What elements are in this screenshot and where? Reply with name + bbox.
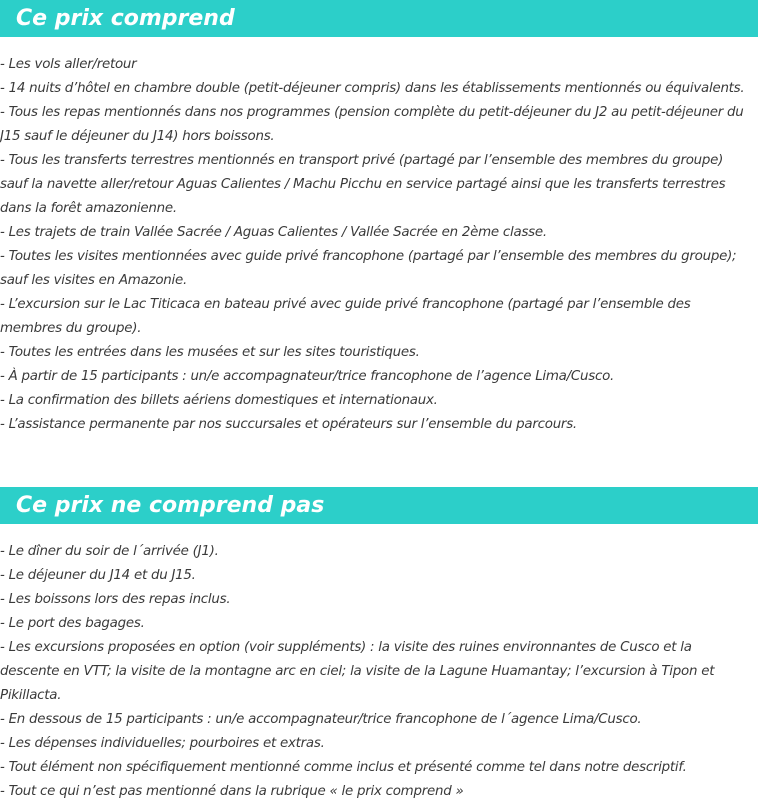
excluded-item-not-mentioned: - Tout ce qui n’est pas mentionné dans la rubrique « le prix comprend » <box>0 784 464 799</box>
excluded-item-drinks: - Les boissons lors des repas inclus. <box>0 592 231 607</box>
excluded-item-luggage: - Le port des bagages. <box>0 616 145 631</box>
included-item-guided-visits: - Toutes les visites mentionnées avec guide privé francophone (partagé par l’ensemble des membres du groupe); sauf les visites en Amazonie. <box>0 249 737 288</box>
included-item-flights: - Les vols aller/retour <box>0 57 137 72</box>
included-section-title: Ce prix comprend <box>0 0 758 37</box>
included-item-titicaca-excursion: - L’excursion sur le Lac Titicaca en bateau privé avec guide privé francophone (partagé par l’ensemble des membres du groupe). <box>0 297 691 336</box>
included-item-assistance: - L’assistance permanente par nos succursales et opérateurs sur l’ensemble du parcours. <box>0 417 577 432</box>
excluded-item-escort: - En dessous de 15 participants : un/e accompagnateur/trice francophone de l´agence Lima/Cusco. <box>0 712 642 727</box>
included-item-transfers: - Tous les transferts terrestres mentionnés en transport privé (partagé par l’ensemble des membres du groupe) sauf la navette aller/retour Aguas Calientes / Machu Picchu en service partagé ainsi que les transferts terrestres dans la forêt amazonienne. <box>0 153 726 216</box>
included-items-list <box>0 53 752 437</box>
excluded-section-title: Ce prix ne comprend pas <box>0 487 758 524</box>
included-item-train: - Les trajets de train Vallée Sacrée / Aguas Calientes / Vallée Sacrée en 2ème classe. <box>0 225 547 240</box>
excluded-item-optional-excursions: - Les excursions proposées en option (voir suppléments) : la visite des ruines environnantes de Cusco et la descente en VTT; la visite de la montagne arc en ciel; la visite de la Lagune Huamantay; l’excursion à Tipon et Pikillacta. <box>0 640 715 703</box>
excluded-item-unspecified: - Tout élément non spécifiquement mentionné comme inclus et présenté comme tel dans notre descriptif. <box>0 760 687 775</box>
excluded-item-personal-expenses: - Les dépenses individuelles; pourboires et extras. <box>0 736 325 751</box>
excluded-item-arrival-dinner: - Le dîner du soir de l´arrivée (J1). <box>0 544 219 559</box>
included-item-entrance-fees: - Toutes les entrées dans les musées et sur les sites touristiques. <box>0 345 420 360</box>
included-item-ticket-confirmation: - La confirmation des billets aériens domestiques et internationaux. <box>0 393 438 408</box>
excluded-items-list <box>0 540 752 804</box>
included-item-escort: - À partir de 15 participants : un/e accompagnateur/trice francophone de l’agence Lima/Cusco. <box>0 369 615 384</box>
included-item-hotel-nights: - 14 nuits d’hôtel en chambre double (petit-déjeuner compris) dans les établissements mentionnés ou équivalents. <box>0 81 745 96</box>
included-item-meals: - Tous les repas mentionnés dans nos programmes (pension complète du petit-déjeuner du J2 au petit-déjeuner du J15 sauf le déjeuner du J14) hors boissons. <box>0 105 744 144</box>
excluded-item-lunches: - Le déjeuner du J14 et du J15. <box>0 568 196 583</box>
